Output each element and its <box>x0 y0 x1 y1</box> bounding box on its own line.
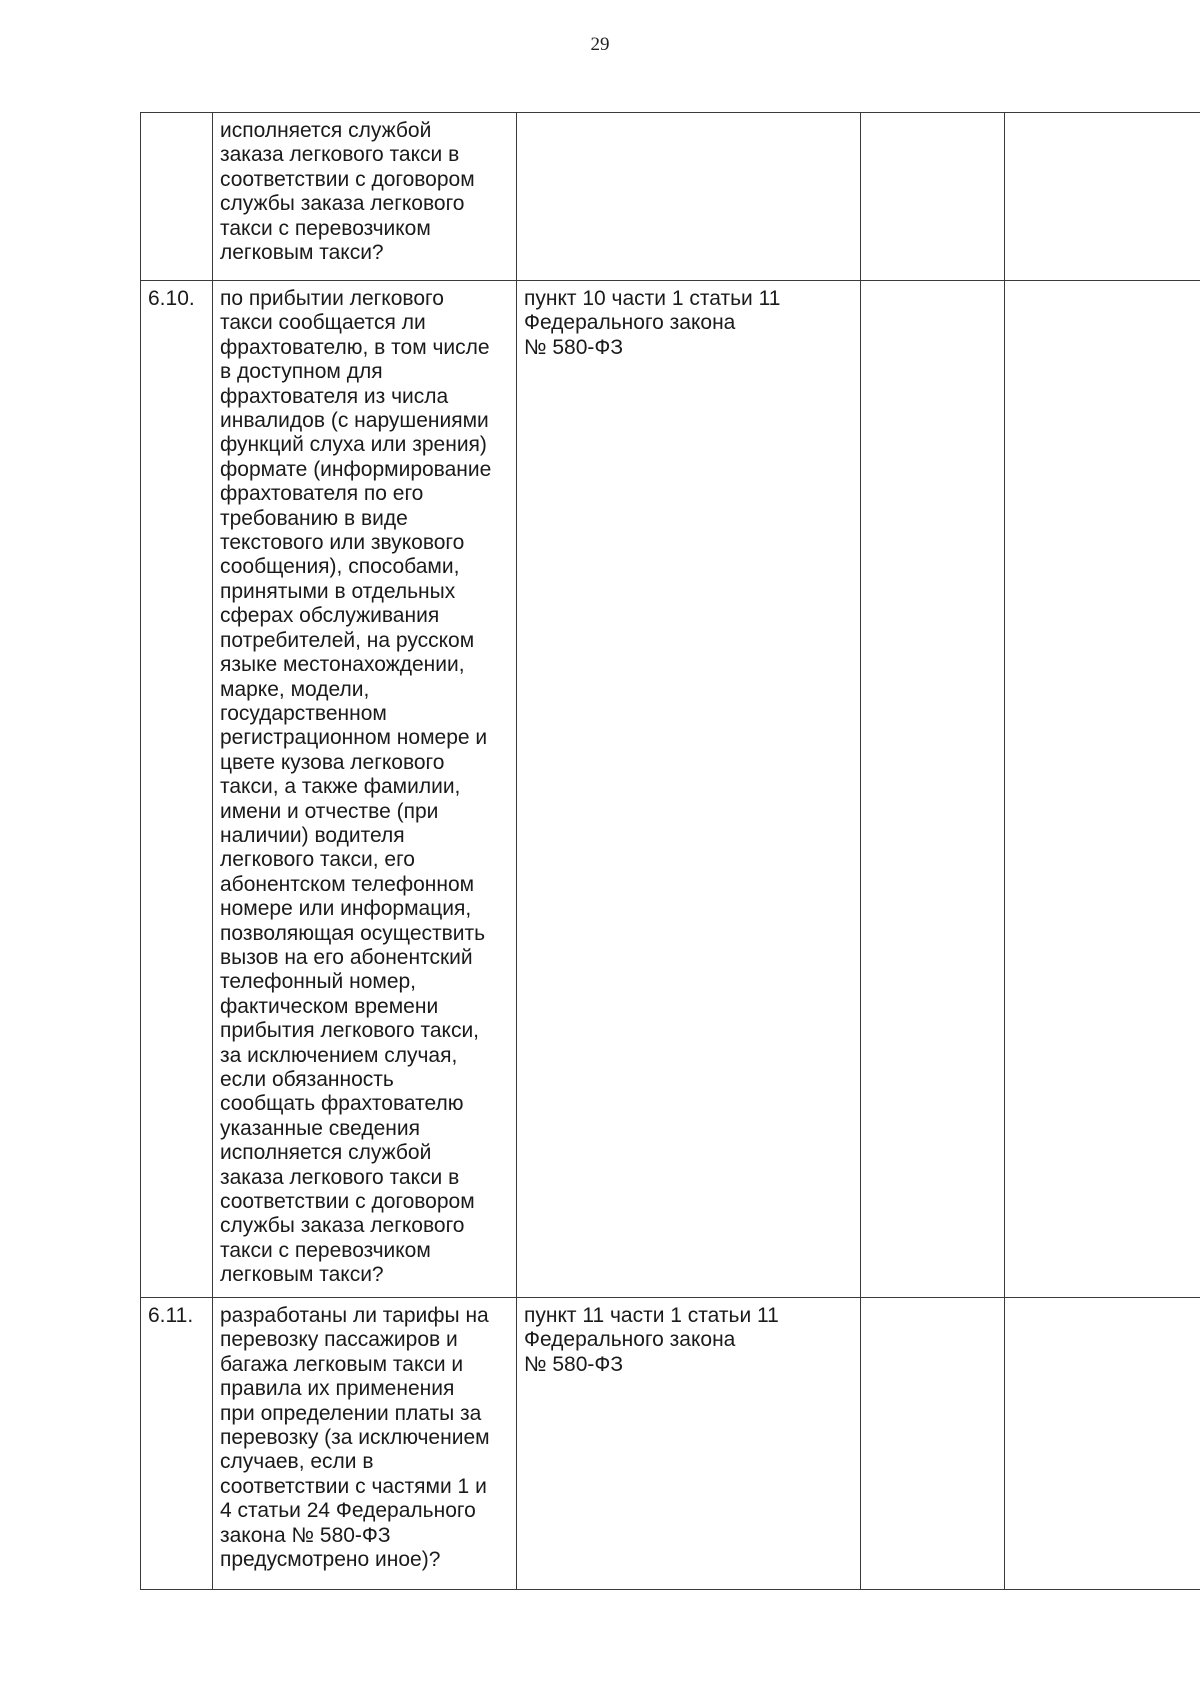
question-text-line: при определении платы за <box>220 1401 482 1425</box>
question-text-line: случаев, если в <box>220 1450 374 1474</box>
answer-cell <box>861 281 1005 1298</box>
question-text-line: исполняется службой <box>220 1141 432 1165</box>
question-text-line: вызов на его абонентский <box>220 945 473 969</box>
question-text-line: требованию в виде <box>220 506 408 530</box>
answer-cell <box>861 1298 1005 1590</box>
question-text-line: легкового такси, его <box>220 848 415 872</box>
question-text-line: абонентском телефонном <box>220 872 475 896</box>
question-cell <box>213 113 517 281</box>
question-text-line: если обязанность <box>220 1068 394 1091</box>
note-cell <box>1005 281 1200 1298</box>
question-text-line: номере или информация, <box>220 897 472 921</box>
question-text-line: инвалидов (с нарушениями <box>220 409 489 433</box>
question-text-line: 4 статьи 24 Федерального <box>220 1499 476 1523</box>
legal-reference-cell <box>517 113 861 281</box>
question-cell <box>213 1298 517 1590</box>
question-cell <box>213 281 517 1298</box>
question-text-line: фактическом времени <box>220 994 439 1018</box>
question-text-line: сферах обслуживания <box>220 604 440 628</box>
question-text-line: службы заказа легкового <box>220 1214 465 1238</box>
question-text-line: государственном <box>220 701 387 725</box>
question-text-line: регистрационном номере и <box>220 726 488 750</box>
legal-reference-line: № 580-ФЗ <box>524 1352 624 1376</box>
table-row <box>141 1298 1200 1590</box>
checklist-body <box>141 113 1200 1590</box>
item-number-cell: 6.11. <box>141 1298 213 1590</box>
question-text-line: перевозку (за исключением <box>220 1426 490 1450</box>
question-text-line: соответствии с договором <box>220 167 475 191</box>
question-text-line: указанные сведения <box>220 1116 420 1140</box>
question-text-line: исполняется службой <box>220 119 432 142</box>
legal-reference-line: пункт 11 части 1 статьи 11 <box>524 1304 779 1327</box>
legal-reference-cell <box>517 1298 861 1590</box>
item-number-cell <box>141 113 213 281</box>
question-text-line: имени и отчестве (при <box>220 799 439 823</box>
question-text-line: текстового или звукового <box>220 531 465 555</box>
question-text-line: легковым такси? <box>220 1263 384 1287</box>
question-text-line: потребителей, на русском <box>220 628 475 652</box>
legal-reference-line: Федерального закона <box>524 1328 736 1352</box>
question-text-line: закона № 580-ФЗ <box>220 1523 391 1547</box>
question-text-line: правила их применения <box>220 1377 455 1401</box>
question-text-line: перевозку пассажиров и <box>220 1328 458 1352</box>
table-row <box>141 281 1200 1298</box>
question-text-line: языке местонахождении, <box>220 653 465 677</box>
question-text-line: такси с перевозчиком <box>220 1238 431 1262</box>
question-text-line: службы заказа легкового <box>220 192 465 216</box>
question-text-line: разработаны ли тарифы на <box>220 1304 489 1327</box>
note-cell <box>1005 1298 1200 1590</box>
question-text-line: принятыми в отдельных <box>220 579 456 603</box>
question-text-line: позволяющая осуществить <box>220 921 486 945</box>
legal-reference-line: № 580-ФЗ <box>524 335 624 359</box>
answer-cell <box>861 113 1005 281</box>
question-text-line: легковым такси? <box>220 241 384 265</box>
question-text-line: заказа легкового такси в <box>220 1165 460 1189</box>
question-text-line: функций слуха или зрения) <box>220 433 487 457</box>
question-text-line: фрахтователю, в том числе <box>220 335 490 359</box>
question-text-line: прибытия легкового такси, <box>220 1019 480 1043</box>
question-text-line: в доступном для <box>220 360 383 384</box>
legal-reference-cell <box>517 281 861 1298</box>
question-text-line: сообщать фрахтователю <box>220 1092 464 1116</box>
question-text-line: формате (информирование <box>220 457 492 481</box>
question-text-line: соответствии с договором <box>220 1190 475 1214</box>
table-row <box>141 113 1200 281</box>
legal-reference-line: Федерального закона <box>524 311 736 335</box>
question-text-line: такси, а также фамилии, <box>220 775 461 799</box>
question-text-line: марке, модели, <box>220 677 370 701</box>
legal-reference-line: пункт 10 части 1 статьи 11 <box>524 287 781 310</box>
item-number-cell: 6.10. <box>141 281 213 1298</box>
question-text-line: сообщения), способами, <box>220 555 460 579</box>
question-text-line: фрахтователя из числа <box>220 384 449 408</box>
question-text-line: наличии) водителя <box>220 823 405 847</box>
question-text-line: заказа легкового такси в <box>220 143 460 167</box>
checklist-table <box>140 112 1200 1590</box>
question-text-line: телефонный номер, <box>220 970 417 994</box>
question-text-line: фрахтователя по его <box>220 482 424 506</box>
question-text-line: предусмотрено иное)? <box>220 1548 441 1572</box>
question-text-line: по прибытии легкового <box>220 287 444 310</box>
question-text-line: соответствии с частями 1 и <box>220 1474 487 1498</box>
question-text-line: багажа легковым такси и <box>220 1352 464 1376</box>
question-text-line: такси с перевозчиком <box>220 216 431 240</box>
question-text-line: за исключением случая, <box>220 1043 458 1067</box>
note-cell <box>1005 113 1200 281</box>
page-number: 29 <box>590 34 610 55</box>
question-text-line: цвете кузова легкового <box>220 750 445 774</box>
question-text-line: такси сообщается ли <box>220 311 426 335</box>
